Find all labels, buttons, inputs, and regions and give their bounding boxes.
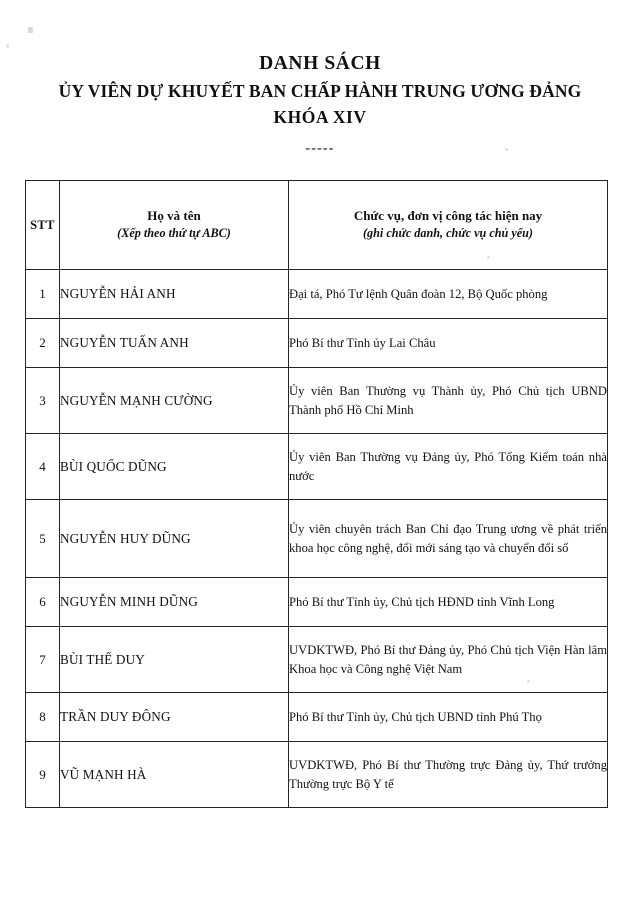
row-name: NGUYỄN MẠNH CƯỜNG	[60, 368, 289, 434]
table-row	[26, 742, 608, 808]
row-index: 5	[26, 500, 60, 578]
row-index: 4	[26, 434, 60, 500]
row-role: Phó Bí thư Tỉnh ủy, Chủ tịch UBND tỉnh Phú Thọ	[289, 693, 608, 742]
table-row	[26, 627, 608, 693]
scan-artifact-speck	[28, 27, 33, 33]
page-title: DANH SÁCH	[259, 53, 381, 74]
table-row	[26, 500, 608, 578]
page-subtitle: ỦY VIÊN DỰ KHUYẾT BAN CHẤP HÀNH TRUNG ƯƠNG ĐẢNG	[58, 80, 582, 101]
row-name: TRẦN DUY ĐÔNG	[60, 693, 289, 742]
table-header-row	[26, 181, 608, 270]
table-row	[26, 319, 608, 368]
row-index: 7	[26, 627, 60, 693]
row-name: VŨ MẠNH HÀ	[60, 742, 289, 808]
row-name: NGUYỄN TUẤN ANH	[60, 319, 289, 368]
row-name: BÙI QUỐC DŨNG	[60, 434, 289, 500]
column-header-name-sub: (Xếp theo thứ tự ABC)	[117, 226, 231, 241]
column-header-role-main: Chức vụ, đơn vị công tác hiện nay	[353, 208, 543, 224]
row-name: NGUYỄN HUY DŨNG	[60, 500, 289, 578]
table-row	[26, 434, 608, 500]
row-index: 3	[26, 368, 60, 434]
column-header-name-main: Họ và tên	[147, 208, 201, 224]
row-name: BÙI THẾ DUY	[60, 627, 289, 693]
column-header-stt: STT	[26, 181, 60, 270]
row-role: Phó Bí thư Tỉnh ủy Lai Châu	[289, 319, 608, 368]
table-row	[26, 693, 608, 742]
document-title-block	[0, 52, 640, 157]
row-name: NGUYỄN HẢI ANH	[60, 270, 289, 319]
row-index: 9	[26, 742, 60, 808]
title-separator-dashes: -----	[305, 140, 335, 156]
scan-artifact-speck	[6, 44, 9, 48]
row-role: Ủy viên chuyên trách Ban Chỉ đạo Trung ương về phát triển khoa học công nghệ, đổi mới sáng tạo và chuyển đổi số	[289, 500, 608, 578]
delegates-table	[25, 180, 608, 808]
row-index: 6	[26, 578, 60, 627]
row-role: Ủy viên Ban Thường vụ Đảng ủy, Phó Tổng Kiểm toán nhà nước	[289, 434, 608, 500]
table-row	[26, 270, 608, 319]
column-header-name	[60, 181, 289, 270]
row-name: NGUYỄN MINH DŨNG	[60, 578, 289, 627]
table-row	[26, 578, 608, 627]
column-header-role-sub: (ghi chức danh, chức vụ chủ yếu)	[363, 226, 533, 241]
row-role: Phó Bí thư Tỉnh ủy, Chủ tịch HĐND tỉnh Vĩnh Long	[289, 578, 608, 627]
row-index: 8	[26, 693, 60, 742]
row-index: 1	[26, 270, 60, 319]
row-role: Đại tá, Phó Tư lệnh Quân đoàn 12, Bộ Quốc phòng	[289, 270, 608, 319]
page-subtitle-term: KHÓA XIV	[273, 106, 367, 127]
row-role: UVDKTWĐ, Phó Bí thư Thường trực Đảng ủy, Thứ trưởng Thường trực Bộ Y tế	[289, 742, 608, 808]
table-row	[26, 368, 608, 434]
row-index: 2	[26, 319, 60, 368]
row-role: Ủy viên Ban Thường vụ Thành ủy, Phó Chủ tịch UBND Thành phố Hồ Chí Minh	[289, 368, 608, 434]
row-role: UVDKTWĐ, Phó Bí thư Đảng ủy, Phó Chủ tịch Viện Hàn lâm Khoa học và Công nghệ Việt Nam	[289, 627, 608, 693]
column-header-role	[289, 181, 608, 270]
